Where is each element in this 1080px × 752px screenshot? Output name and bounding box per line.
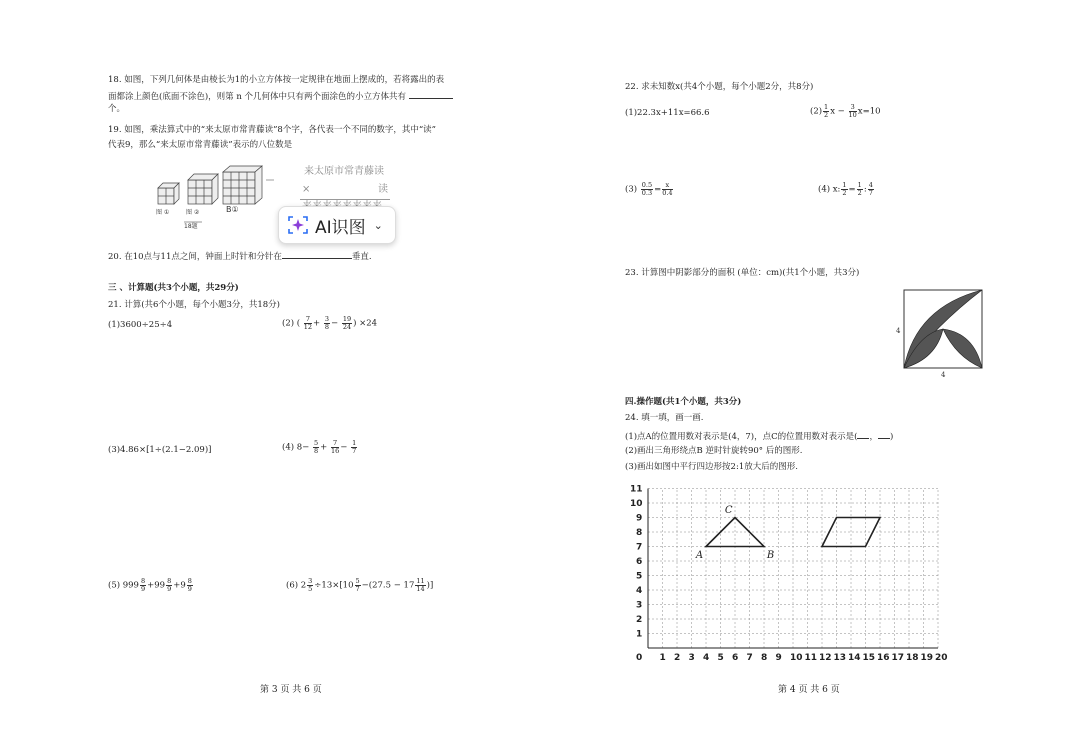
point-c-label: C — [724, 505, 733, 517]
y-tick-label: 1 — [636, 629, 643, 640]
q24-step2: (2)画出三角形绕点B 逆时针旋转90° 后的图形. — [625, 446, 803, 456]
x-tick-label: 5 — [717, 653, 724, 663]
coordinate-grid — [628, 476, 948, 666]
x-tick-label: 14 — [848, 653, 861, 663]
y-tick-label: 10 — [630, 499, 643, 509]
x-tick-label: 13 — [833, 653, 847, 663]
q21-title: 21. 计算(共6个小题，每个小题3分，共18分) — [108, 300, 280, 310]
q21-part2: (2) ( $\frac{7}{12}$ + $\frac{3}{8}$ − $\frac{19}{24}$ ) ×24 — [282, 315, 378, 331]
y-tick-label: 4 — [636, 586, 643, 596]
mul-times: × — [302, 184, 311, 195]
q23-shaded-figure — [896, 287, 986, 379]
mul-right: 读 — [378, 184, 388, 195]
q24-blank-y[interactable] — [878, 430, 890, 439]
x-tick-label: 2 — [674, 653, 681, 663]
q21-part4: (4) 8− $\frac{5}{8}$ + $\frac{7}{16}$ − $\frac{1}{7}$ — [282, 439, 357, 455]
q22-part4: (4) x: $\frac{1}{2}$ = $\frac{1}{2}$ : $\frac{4}{7}$ — [818, 181, 873, 197]
y-tick-label: 11 — [630, 484, 643, 495]
q19-multiplication — [300, 162, 392, 208]
q18-line3: 个。 — [108, 104, 126, 114]
ai-recognize-button[interactable] — [278, 206, 396, 244]
q18-line1: 18. 如图，下列几何体是由棱长为1的小立方体按一定规律在地面上摆成的，若将露出的表 — [108, 75, 445, 85]
q22-title: 22. 求未知数x(共4个小题，每个小题2分，共8分) — [625, 82, 814, 92]
q21-part1: (1)3600÷25÷4 — [108, 320, 173, 330]
q24-step1: (1)点A的位置用数对表示是(4，7)，点C的位置用数对表示是( ， ) — [625, 432, 894, 442]
x-tick-label: 3 — [688, 653, 695, 663]
x-tick-label: 8 — [761, 653, 768, 663]
cube-fig-3 — [223, 166, 262, 204]
q24-step3: (3)画出如图中平行四边形按2:1放大后的图形. — [625, 462, 798, 472]
q21-part3: (3)4.86×[1÷(2.1−2.09)] — [108, 445, 212, 455]
cube-fig-1 — [158, 183, 179, 204]
q22-part2: (2) $\frac{1}{2}$ x − $\frac{3}{10}$ x=10 — [810, 103, 881, 119]
section-3-title: 三 、计算题(共3个小题，共29分) — [108, 283, 239, 293]
x-tick-label: 12 — [819, 653, 832, 663]
q22-part1: (1)22.3x+11x=66.6 — [625, 108, 710, 118]
q19-line2: 代表9，那么“来太原市常青藤读”表示的八位数是 — [108, 140, 293, 150]
y-tick-label: 9 — [636, 513, 643, 524]
ai-sparkle-icon — [287, 214, 309, 236]
ai-button-label: AI识图 — [315, 217, 366, 238]
q24-title: 24. 填一填，画一画. — [625, 413, 704, 423]
x-tick-label: 20 — [935, 653, 948, 663]
cube-fig-label-3: B① — [226, 205, 239, 214]
point-a-label: A — [695, 550, 704, 562]
q19-line1: 19. 如图，乘法算式中的“来太原市常青藤读”8个字，各代表一个不同的数字，其中“读” — [108, 125, 437, 135]
y-tick-label: 3 — [636, 600, 643, 611]
q23-side-label: 4 — [896, 327, 901, 335]
x-tick-label: 15 — [862, 653, 876, 663]
y-tick-label: 8 — [636, 528, 643, 538]
x-tick-label: 6 — [732, 653, 739, 663]
page-4-footer: 第 4 页 共 6 页 — [778, 685, 840, 695]
x-tick-label: 1 — [659, 653, 666, 663]
q23-title: 23. 计算图中阴影部分的面积 (单位：cm)(共1个小题，共3分) — [625, 268, 860, 278]
x-tick-label: 0 — [636, 653, 643, 663]
x-tick-label: 4 — [703, 653, 710, 663]
cube-fig-2 — [188, 174, 218, 204]
cube-fig-label-1: 图 ① — [156, 209, 170, 216]
x-tick-label: 9 — [775, 653, 782, 663]
x-tick-label: 7 — [746, 653, 753, 663]
x-tick-label: 10 — [790, 653, 803, 663]
q21-part5: (5) 999 $\frac{8}{9}$ +99 $\frac{8}{9}$ +9 $\frac{8}{9}$ — [108, 577, 192, 593]
x-tick-label: 16 — [877, 653, 890, 663]
y-tick-label: 6 — [636, 557, 643, 567]
q20-answer-blank[interactable] — [282, 250, 352, 259]
x-tick-label: 11 — [804, 653, 818, 663]
x-tick-label: 18 — [906, 653, 919, 663]
q18-line2: 面都涂上颜色(底面不涂色)，则第 n 个几何体中只有两个面涂色的小立方体共有 — [108, 90, 453, 102]
q18-answer-blank[interactable] — [409, 90, 453, 99]
cube-fig-label-2: 图 ② — [186, 209, 200, 216]
x-tick-label: 19 — [920, 653, 934, 663]
q23-bottom-label: 4 — [941, 371, 946, 379]
q21-part6: (6) 2 $\frac{3}{5}$ ÷13×[10 $\frac{5}{7}$ −(27.5 − 17 $\frac{11}{14}$ )] — [286, 577, 434, 593]
y-tick-label: 5 — [636, 571, 643, 582]
cube-figures — [150, 166, 280, 236]
q20: 20. 在10点与11点之间，钟面上时针和分针在 垂直. — [108, 252, 372, 262]
page-3-footer: 第 3 页 共 6 页 — [260, 685, 322, 695]
point-b-label: B — [766, 550, 775, 562]
y-tick-label: 7 — [636, 542, 643, 553]
q24-blank-x[interactable] — [857, 430, 869, 439]
y-tick-label: 2 — [636, 615, 643, 625]
cube-fig-caption: 18题 — [184, 223, 198, 230]
q22-part3: (3) $\frac{0.5}{0.3}$ = $\frac{x}{0.4}$ — [625, 181, 673, 197]
mul-top: 来太原市常青藤读 — [304, 166, 384, 177]
x-tick-label: 17 — [891, 653, 905, 663]
section-4-title: 四.操作题(共1个小题，共3分) — [625, 397, 742, 407]
chevron-down-icon[interactable]: ⌄ — [373, 218, 383, 232]
